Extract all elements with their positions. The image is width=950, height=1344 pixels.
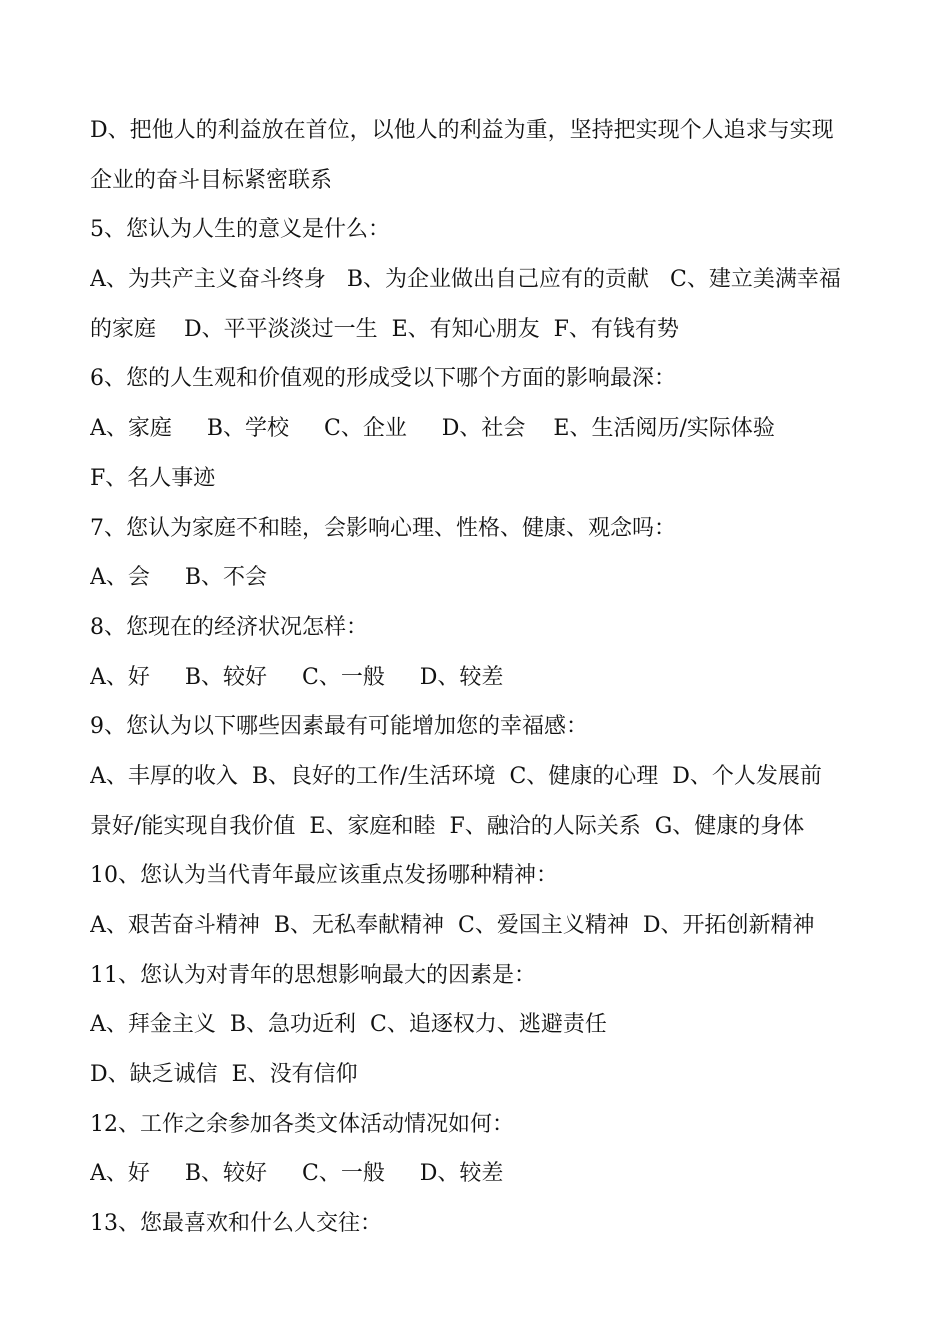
question-10: 10、您认为当代青年最应该重点发扬哪种精神： bbox=[90, 863, 558, 889]
question-7-options: A、会 B、不会 bbox=[90, 565, 268, 591]
question-9-options: A、丰厚的收入 B、良好的工作/生活环境 C、健康的心理 D、个人发展前 bbox=[90, 763, 822, 789]
text-line: D、把他人的利益放在首位，以他人的利益为重，坚持把实现个人追求与实现 bbox=[90, 118, 834, 143]
question-11: 11、您认为对青年的思想影响最大的因素是： bbox=[90, 962, 536, 988]
question-12-options: A、好 B、较好 C、一般 D、较差 bbox=[90, 1161, 504, 1187]
question-8: 8、您现在的经济状况怎样： bbox=[90, 614, 368, 640]
question-6-options: A、家庭 B、学校 C、企业 D、社会 E、生活阅历/实际体验 bbox=[90, 416, 775, 442]
question-9: 9、您认为以下哪些因素最有可能增加您的幸福感： bbox=[90, 714, 588, 740]
question-9-options-cont: 景好/能实现自我价值 E、家庭和睦 F、融洽的人际关系 G、健康的身体 bbox=[90, 813, 805, 839]
text-line: 企业的奋斗目标紧密联系 bbox=[90, 167, 333, 193]
question-12: 12、工作之余参加各类文体活动情况如何： bbox=[90, 1111, 514, 1137]
question-11-options: A、拜金主义 B、急功近利 C、追逐权力、逃避责任 bbox=[90, 1012, 607, 1038]
question-6-options-cont: F、名人事迹 bbox=[90, 465, 216, 491]
question-5-options-cont: 的家庭 D、平平淡淡过一生 E、有知心朋友 F、有钱有势 bbox=[90, 316, 679, 342]
question-5-options: A、为共产主义奋斗终身 B、为企业做出自己应有的贡献 C、建立美满幸福 bbox=[90, 267, 841, 293]
question-7: 7、您认为家庭不和睦，会影响心理、性格、健康、观念吗： bbox=[90, 515, 676, 541]
question-10-options: A、艰苦奋斗精神 B、无私奉献精神 C、爱国主义精神 D、开拓创新精神 bbox=[90, 913, 815, 938]
question-8-options: A、好 B、较好 C、一般 D、较差 bbox=[90, 664, 504, 690]
question-11-options-cont: D、缺乏诚信 E、没有信仰 bbox=[90, 1062, 358, 1088]
question-6: 6、您的人生观和价值观的形成受以下哪个方面的影响最深： bbox=[90, 366, 676, 392]
question-5: 5、您认为人生的意义是什么： bbox=[90, 217, 390, 243]
question-13: 13、您最喜欢和什么人交往： bbox=[90, 1211, 382, 1237]
survey-text bbox=[90, 106, 870, 1249]
